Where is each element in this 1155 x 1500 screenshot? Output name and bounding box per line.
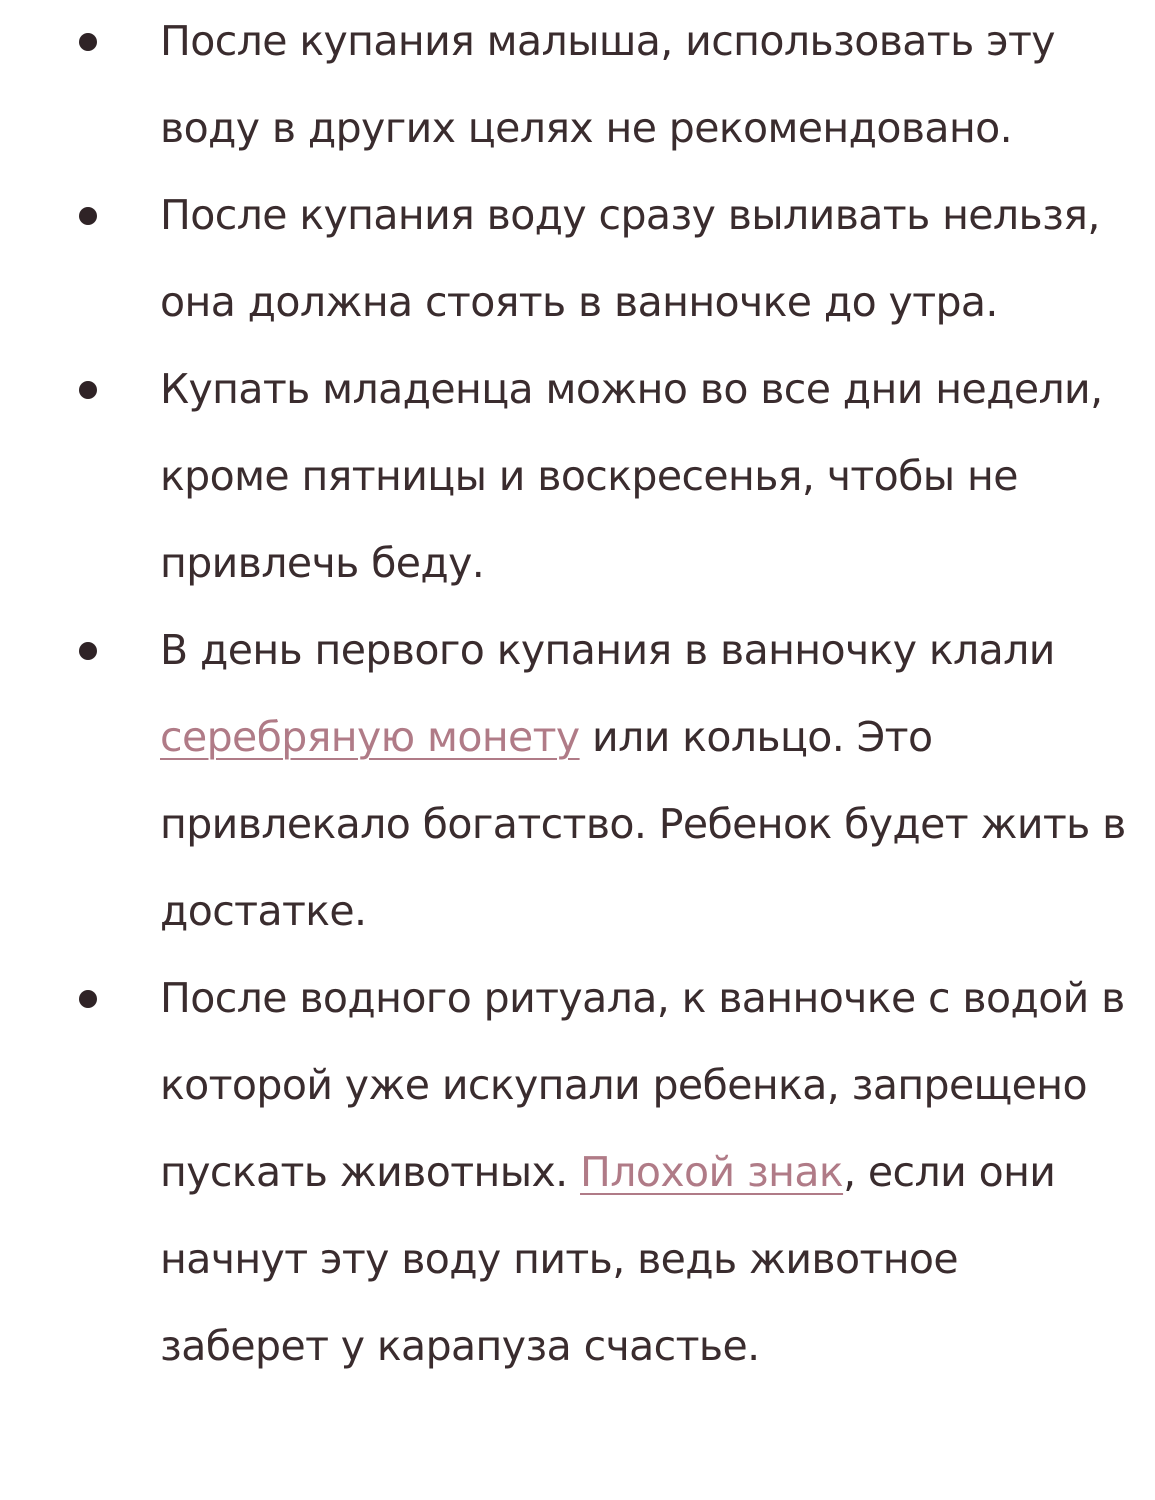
item-text-continued: , если они начнут эту воду пить, ведь животное заберет у карапуза счастье. — [160, 1148, 1056, 1370]
bullet-icon — [79, 33, 97, 51]
bad-sign-link[interactable]: Плохой знак — [580, 1148, 844, 1196]
item-text: После водного ритуала, к ванночке с водой в которой уже искупали ребенка, запрещено пускать животных. — [160, 974, 1125, 1196]
bullet-icon — [79, 990, 97, 1008]
bullet-icon — [79, 381, 97, 399]
list-item — [0, 0, 1155, 172]
list-item — [0, 172, 1155, 346]
item-text: В день первого купания в ванночку клали — [160, 626, 1055, 674]
item-text: Купать младенца можно во все дни недели, кроме пятницы и воскресенья, чтобы не привлечь беду. — [160, 365, 1103, 587]
item-text: После купания воду сразу выливать нельзя, она должна стоять в ванночке до утра. — [160, 191, 1100, 326]
list-item — [0, 955, 1155, 1390]
list-item — [0, 346, 1155, 607]
item-text: После купания малыша, использовать эту воду в других целях не рекомендовано. — [160, 17, 1055, 152]
list-item — [0, 607, 1155, 955]
bullet-icon — [79, 207, 97, 225]
bullet-icon — [79, 642, 97, 660]
item-text-continued: или кольцо. Это привлекало богатство. Ребенок будет жить в достатке. — [160, 713, 1126, 935]
silver-coin-link[interactable]: серебряную монету — [160, 713, 580, 761]
